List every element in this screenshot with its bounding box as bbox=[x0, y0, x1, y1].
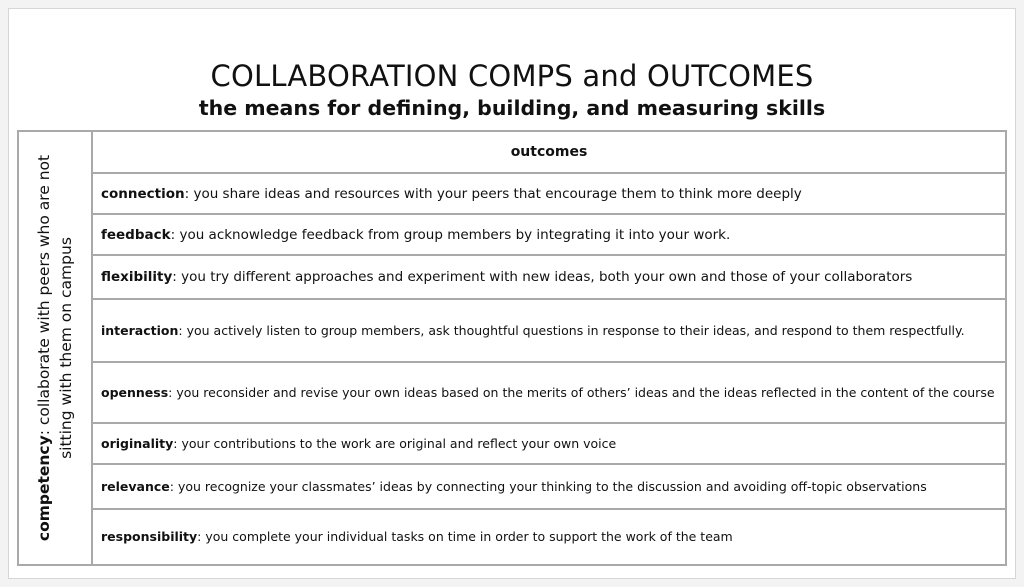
row-content bbox=[101, 434, 616, 454]
row-text: : you acknowledge feedback from group members by integrating it into your work. bbox=[170, 226, 731, 243]
row-term: relevance bbox=[101, 478, 170, 494]
outcomes-table bbox=[17, 130, 1007, 566]
row-term: flexibility bbox=[101, 269, 173, 285]
outcomes-column bbox=[93, 132, 1005, 564]
row-content bbox=[101, 383, 995, 403]
table-row bbox=[93, 300, 1005, 363]
row-content bbox=[101, 267, 912, 287]
table-row bbox=[93, 256, 1005, 300]
row-text: : you reconsider and revise your own ideas based on the merits of others’ ideas and the ideas reflected in the content of the course bbox=[168, 384, 995, 400]
table-row bbox=[93, 174, 1005, 215]
competency-cell bbox=[19, 132, 93, 564]
competency-label: competency bbox=[35, 435, 53, 542]
slide bbox=[8, 8, 1016, 579]
table-row bbox=[93, 363, 1005, 424]
table-row bbox=[93, 424, 1005, 465]
table-row bbox=[93, 510, 1005, 564]
row-content bbox=[101, 184, 802, 204]
slide-title: COLLABORATION COMPS and OUTCOMES bbox=[210, 59, 814, 93]
competency-text bbox=[33, 148, 77, 548]
row-text: : you complete your individual tasks on time in order to support the work of the team bbox=[197, 529, 733, 544]
row-content bbox=[101, 477, 927, 497]
outcomes-header: outcomes bbox=[93, 132, 1005, 174]
slide-subtitle: the means for defining, building, and measuring skills bbox=[198, 96, 826, 120]
row-text: : you share ideas and resources with your peers that encourage them to think more deeply bbox=[184, 185, 802, 202]
row-term: interaction bbox=[101, 322, 179, 338]
row-text: : you try different approaches and experiment with new ideas, both your own and those of your collaborators bbox=[172, 269, 913, 285]
row-text: : you recognize your classmates’ ideas by connecting your thinking to the discussion and avoiding off-topic observations bbox=[169, 478, 927, 494]
table-row bbox=[93, 215, 1005, 256]
row-content bbox=[101, 527, 733, 547]
row-term: connection bbox=[101, 185, 185, 202]
row-term: openness bbox=[101, 384, 169, 400]
row-term: feedback bbox=[101, 226, 171, 243]
row-term: originality bbox=[101, 435, 174, 451]
row-term: responsibility bbox=[101, 529, 198, 544]
row-text: : your contributions to the work are original and reflect your own voice bbox=[173, 435, 617, 451]
competency-description: : collaborate with peers who are not sitting with them on campus bbox=[35, 154, 75, 459]
row-content bbox=[101, 321, 965, 341]
row-text: : you actively listen to group members, ask thoughtful questions in response to their ideas, and respond to them respectfully. bbox=[178, 322, 965, 338]
row-content bbox=[101, 225, 730, 245]
table-row bbox=[93, 465, 1005, 510]
